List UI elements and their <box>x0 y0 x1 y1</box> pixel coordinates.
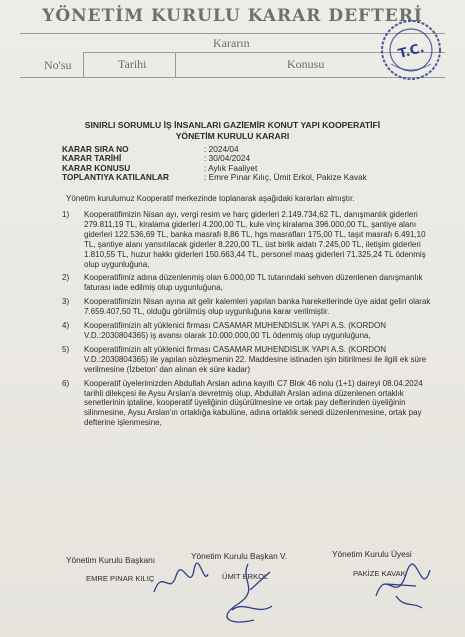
list-item: 3) Kooperatifimizin Nisan ayına ait gelir kalemleri yapılan banka hareketlerinde üye aidat geliri olarak 7.659.407,50 TL, olduğu görülmüş olup uygunluğuna karar verilmiştir. <box>62 297 431 317</box>
karar-label: Kararın <box>213 36 250 50</box>
meta-row: KARAR TARİHİ : 30/04/2024 <box>62 153 251 164</box>
meta-row: KARAR SIRA NO : 2024/04 <box>62 144 239 154</box>
signature-scribble-member <box>366 556 436 616</box>
decision-type: YÖNETİM KURULU KARARI <box>175 131 290 141</box>
intro-sentence: Yönetim kurulumuz Kooperatif merkezinde toplanarak aşağıdaki kararları almıştır. <box>66 194 355 203</box>
konusu-label: Konusu <box>287 57 325 71</box>
signature-title-member: Yönetim Kurulu Üyesi <box>332 549 412 559</box>
list-item: 5) Kooperatifimizin alt yüklenici firması CASAMAR MUHENDISLIK YAPI A.S. (KORDON V.D.:2030804365) ile yapılan sözleşmenin 22. Maddesine istinaden işin bitirilmesi ile ilgili ek süre verilmesine (İzbeton' dan alınan ek süre kadar) <box>62 344 427 374</box>
meta-row: KARAR KONUSU : Aylık Faaliyet <box>62 162 258 173</box>
list-item: 2) Kooperatifimiz adına düzenlenmiş olan 6.000,00 TL tutarındaki sehven düzenlenen danışmanlık faturası iade edilmiş olup uygunluğuna, <box>62 273 423 293</box>
decision-items <box>62 210 434 432</box>
list-item: 4) Kooperatifimizin alt yüklenici firması CASAMAR MUHENDISLIK YAPI A.S. (KORDON V.D.:2030804365) iş avansı olarak 10.000.000,00 TL ödenmiş olup uygunluğuna, <box>62 321 387 340</box>
list-item: 1) Kooperatifimizin Nisan ayı, vergi resim ve harç giderleri 2.149.734,62 TL, danışmanlık giderleri 279.811,19 TL, kiralama giderleri 4.200,00 TL, kule vinç kiralama 396.000,00 TL, şantiye alanı giderleri 122.536,69 TL, banka masrafı 8,86 TL, hgs masrafları 175,00 TL, taşıt masrafı 6.491,10 TL, şantiye alanı yansıtılacak giderler 8.220,00 TL, üst birlik aidatı 7.245,00 TL, iletişim giderleri 1.810,55 TL, huzur hakkı giderleri 150.663,44 TL, personel maaş giderleri 71.325,24 TL ödenmiş olup uygunluğuna, <box>62 210 426 269</box>
list-item: 6) Kooperatif üyelerimizden Abdullah Arslan adına kayıtlı C7 Blok 46 nolu (1+1) daireyi 08.04.2024 tarihli dilekçesi ile Aysu Arslan'a devretmiş olup, Abdullah Arslan adına düzenlenen ortaklık senetlerinin iptaline, kooperatif üyeliğinin düşürülmesine ve ortak pay defterinden üyeliğinin silinmesine, Aysu Arslan'ın ortaklığa kabulüne, adına ortaklık senedi düzenlenmesine, ortak pay defterine işlenmesine, <box>62 378 423 428</box>
signature-scribble-chair <box>150 562 210 602</box>
signatory-name-chair: EMRE PINAR KILIÇ <box>86 574 155 583</box>
signatory-name-member: PAKİZE KAVAK <box>353 569 406 578</box>
tarihi-label: Tarihi <box>118 57 147 71</box>
signature-title-vice-chair: Yönetim Kurulu Başkan V. <box>191 551 288 561</box>
nosu-label: No'su <box>44 58 72 72</box>
book-title: YÖNETİM KURULU KARAR DEFTERİ <box>42 6 423 26</box>
svg-text:T.C.: T.C. <box>396 40 427 63</box>
header-divider-2 <box>175 52 176 77</box>
decision-meta <box>62 145 367 182</box>
seal-stamp-icon <box>379 18 443 82</box>
signature-scribble-vice-chair <box>210 560 290 632</box>
org-name: SINIRLI SORUMLU İŞ İNSANLARI GAZİEMİR KONUT YAPI KOOPERATİFİ <box>84 120 381 130</box>
organization-heading <box>0 120 465 142</box>
header-divider-1 <box>83 52 84 77</box>
signatory-name-vice-chair: ÜMİT ERKOL <box>222 572 269 581</box>
meta-row: TOPLANTIYA KATILANLAR : Emre Pınar Kılıç, Ümit Erkol, Pakize Kavak <box>62 171 367 182</box>
signature-title-chair: Yönetim Kurulu Başkanı <box>66 555 156 565</box>
